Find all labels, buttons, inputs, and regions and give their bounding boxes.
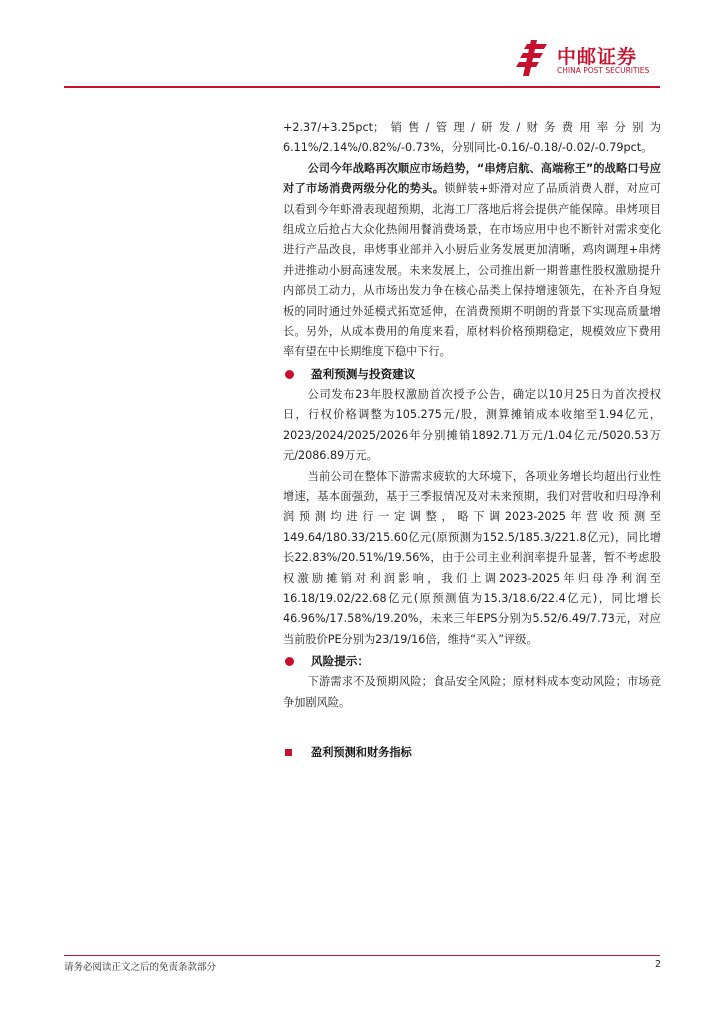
report-body	[283, 118, 661, 713]
section-heading-forecast	[283, 364, 661, 385]
strategy-paragraph	[283, 159, 661, 363]
strategy-lead-text: 公司今年战略再次顺应市场趋势，“串烤启航、高端称王”的战略口号应对了市场消费两级分化的势头。	[283, 161, 661, 196]
bullet-dot-icon	[285, 370, 294, 379]
footer-disclaimer: 请务必阅读正文之后的免责条款部分	[64, 962, 217, 973]
equity-incentive-paragraph: 公司发布23年股权激励首次授予公告，确定以10月25日为首次授权日，行权价格调整为105.275元/股，测算摊销成本收缩至1.94亿元，2023/2024/2025/2026年分别摊销1892.71万元/1.04亿元/5020.53万元/2086.89万元。	[283, 387, 661, 463]
section-title-forecast: 盈利预测与投资建议	[311, 366, 416, 381]
header-divider	[64, 86, 660, 88]
logo-name-cn: 中邮证券	[557, 46, 638, 68]
section-title-risk: 风险提示：	[311, 654, 369, 669]
strategy-body-text: 锁鲜装+虾滑对应了品质消费人群，对应可以看到今年虾滑表现超预期，北海工厂落地后将会提供产能保障。串烤项目组成立后抢占大众化热闹用餐消费场景，在市场应用中也不断针对需求变化进行产品改良，串烤事业部并入小厨后业务发展更加清晰，鸡肉调理+串烤并进推动小厨高速发展。未来发展上，公司推出新一期普惠性股权激励提升内部员工动力，从市场出发力争在核心品类上保持增速领先，在补齐自身短板的同时通过外延模式拓宽延伸，在消费预期不明朗的背景下实现高质量增长。另外，从成本费用的角度来看，原材料价格预期稳定，规模效应下费用率有望在中长期维度下稳中下行。	[283, 182, 661, 359]
bullet-dot-icon	[285, 657, 294, 666]
section-heading-risk	[283, 651, 661, 672]
logo-name-en: CHINA POST SECURITIES	[557, 66, 650, 75]
square-bullet-icon	[285, 749, 292, 756]
forecast-paragraph: 当前公司在整体下游需求疲软的大环境下，各项业务增长均超出行业性增速，基本面强劲，基于三季报情况及对未来预期，我们对营收和归母净利润预测均进行一定调整，略下调2023-2025年营收预测至149.64/180.33/215.60亿元(原预测为152.5/185.3/221.8亿元)，同比增长22.83%/20.51%/19.56%，由于公司主业利润率提升显著，暂不考虑股权激励摊销对利润影响，我们上调2023-2025年归母净利润至16.18/19.02/22.68亿元(原预测值为15.3/18.6/22.4亿元)，同比增长46.96%/17.58%/19.20%，未来三年EPS分别为5.52/6.49/7.73元，对应当前股价PE分别为23/19/16倍，维持“买入”评级。	[283, 469, 661, 646]
company-logo	[513, 40, 673, 80]
page-number: 2	[655, 959, 662, 970]
china-post-logo-icon	[513, 40, 553, 76]
table-heading	[283, 744, 412, 762]
footer-divider	[64, 955, 660, 956]
table-title: 盈利预测和财务指标	[311, 746, 412, 759]
risk-paragraph: 下游需求不及预期风险；食品安全风险；原材料成本变动风险；市场竞争加剧风险。	[283, 675, 661, 709]
expense-ratio-paragraph: +2.37/+3.25pct；销售/管理/研发/财务费用率分别为6.11%/2.14%/0.82%/-0.73%，分别同比-0.16/-0.18/-0.02/-0.79pct。	[283, 121, 661, 155]
